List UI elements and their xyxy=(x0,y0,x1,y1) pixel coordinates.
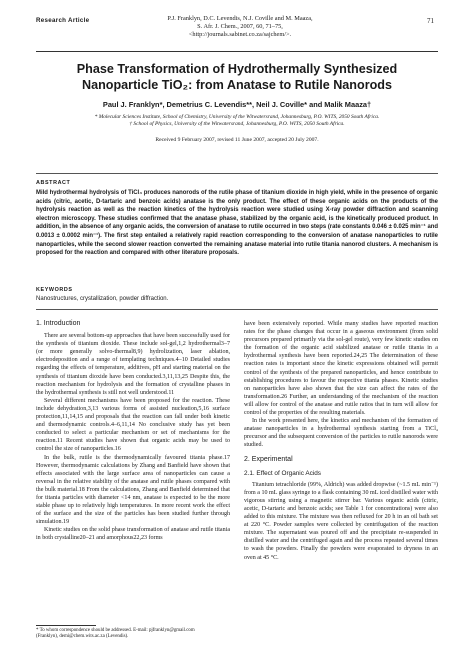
footnote-line: (Franklyn), demi@chem.wits.ac.za (Levendis). xyxy=(36,634,129,640)
received-dates: Received 9 February 2007, revised 11 June 2007, accepted 20 July 2007. xyxy=(155,137,319,143)
keywords-text: Nanostructures, crystallization, powder diffraction. xyxy=(36,296,169,302)
citation-line: S. Afr. J. Chem., 2007, 60, 71–75, xyxy=(197,23,283,31)
left-column xyxy=(36,320,230,543)
intro-paragraph: There are several bottom-up approaches that have been successfully used for the synthesis of titanium dioxide. These include sol-gel,1,2 hydrothermal3–7 (or more generally solvo-thermal8,9) hydrolization, laser ablation, electrodeposition and a range of templating techniques.4–10 Detailed studies regarding the effects of temperature, additives, pH and starting material on the synthesis of titanium dioxide have been conducted.3,11,13,25 Despite this, the reaction mechanism for hydrolysis and the formation of crystalline phases in the hydrothermal synthesis is still not well understood.11 xyxy=(36,333,230,396)
intro-heading: 1. Introduction xyxy=(36,320,81,327)
section-label: Research Article xyxy=(36,17,90,24)
citation-block xyxy=(110,15,370,40)
correspondence-footnote xyxy=(36,628,236,640)
page-number: 71 xyxy=(427,17,434,25)
citation-line: P.J. Franklyn, D.C. Levendis, N.J. Coville and M. Maaza, xyxy=(167,15,313,22)
experimental-heading: 2. Experimental xyxy=(244,455,293,463)
intro-paragraph: In the work presented here, the kinetics and mechanism of the formation of anatase nanoparticles in a hydrothermal synthesis starting from a TiCl₄ precursor and the subsequent conversion of the particles to rutile nanorods were studied. xyxy=(244,418,438,449)
header-divider xyxy=(36,51,438,52)
abstract-heading: ABSTRACT xyxy=(36,180,71,186)
keywords-heading: KEYWORDS xyxy=(36,287,73,293)
continued-paragraph: have been extensively reported. While many studies have reported reaction rates for the phase changes that occur in a gaseous environment (from solid precursors prepared primarily via the sol-gel route), very few kinetic studies on the formation of the organic acid stabilized anatase or rutile titania in a hydrothermal synthesis have been reported.24,25 The determination of these reaction rates is important since the kinetic expressions obtained will permit control of the synthesis of the prepared nanoparticles, and hence contribute to establishing procedures to favour the respective titania phases. Kinetic studies on nanoparticles have also shown that the size can affect the rates of the transformation.26 Further, an understanding of the mechanism of the reaction will allow for control of the anatase and rutile ratios that in turn will allow for control of the properties of the resulting materials. xyxy=(244,321,438,417)
abstract-top-divider xyxy=(36,173,438,174)
affiliation: * Molecular Sciences Institute, School of Chemistry, University of the Witwatersrand, Johannesburg, P.O. WITS, 2050 South Africa. xyxy=(94,114,380,120)
title-line: Phase Transformation of Hydrothermally Synthesized xyxy=(76,62,398,76)
intro-paragraph: Kinetic studies on the solid phase transformation of anatase and rutile titania in both crystalline20–21 and amorphous22,23 forms xyxy=(36,527,230,542)
right-column xyxy=(244,320,438,562)
article-title xyxy=(36,61,438,93)
author-list: Paul J. Franklyn*, Demetrius C. Levendis**, Neil J. Coville* and Malik Maaza† xyxy=(102,100,372,109)
title-line: Nanoparticle TiO₂: from Anatase to Rutile Nanorods xyxy=(82,78,392,92)
footnote-divider xyxy=(36,625,96,626)
affiliations xyxy=(36,114,438,128)
intro-paragraph: Several different mechanisms have been proposed for the reaction. These include dehydration,3,13 various forms of assisted nucleation,5,16 surface protection,11,14,15 and proposals that the reaction can fall under both kinetic and thermodynamic controls.4–6,11,14 No conclusive study has yet been conducted to select a particular mechanism or set of mechanisms for the reaction.11 Recent studies have shown that organic acids may be used to control the size of nanoparticles.16 xyxy=(36,397,230,453)
intro-paragraph: In the bulk, rutile is the thermodynamically favoured titania phase.17 However, thermodynamic calculations by Zhang and Banfield have shown that effects associated with the large surface area of nanoparticles can cause a reversal in the relative stability of the anatase and rutile phases compared with the bulk material.18 From the calculations, Zhang and Banfield determined that for titania particles with diameter <14 nm, anatase is expected to be the more stable phase up to relatively high temperatures. In more recent work the effect of the surface and the size of the particles has been studied further through simulation.19 xyxy=(36,454,230,526)
organic-acids-subheading: 2.1. Effect of Organic Acids xyxy=(244,469,321,477)
citation-url: <http://journals.sabinet.co.za/sajchem/>. xyxy=(188,31,292,39)
footnote-line: * To whom correspondence should be addressed. E-mail: pjfranklyn@gmail.com xyxy=(36,628,195,633)
affiliation: † School of Physics, University of the Witwatersrand, Johannesburg, P.O. WITS, 2050 South Africa. xyxy=(129,121,345,127)
method-paragraph: Titanium tetrachloride (99%, Aldrich) was added dropwise (~1.5 mL min⁻¹) from a 10 mL glass syringe to a flask containing 30 mL iced distilled water with vigorous stirring using a magnetic stirrer bar. Various organic acids (citric, acetic, D-tartaric and benzoic acids; see Table 1 for concentrations) were also added to this mixture. The mixture was then refluxed for 20 h in an oil bath set at 220 °C. Powder samples were collected by centrifugation of the reaction mixture. The supernatant was poured off and the precipitate re-suspended in distilled water and the centrifuged again and the process repeated several times to wash the powders. Finally the powders were evaporated to dryness in an oven at 45 °C. xyxy=(244,481,438,561)
abstract-text: Mild hydrothermal hydrolysis of TiCl₄ produces nanorods of the rutile phase of titanium dioxide in high yield, while in the presence of organic acids (citric, acetic, D-tartaric and benzoic acids) anatase is the only product. The effect of these organic acids on the products of the hydrolysis reaction as well as the reaction kinetics of the hydrolysis reaction were studied using X-ray powder diffraction and scanning electron microscopy. These studies confirmed that the anatase phase, stabilized by the organic acid, is the kinetically produced product. In addition, in the absence of any organic acids, the conversion of anatase to rutile occurred in two steps (rate constants 0.046 ± 0.025 min⁻¹ and 0.0013 ± 0.0002 min⁻¹). The first step entailed a relatively rapid reaction corresponding to the conversion of anatase nanoparticles to rutile nanoparticles, while the second slower reaction converted the remaining anatase material into rutile titania nanorod clusters. A mechanism is proposed for the reaction and compared with other literature proposals. xyxy=(36,190,438,257)
keywords-divider xyxy=(36,309,438,310)
